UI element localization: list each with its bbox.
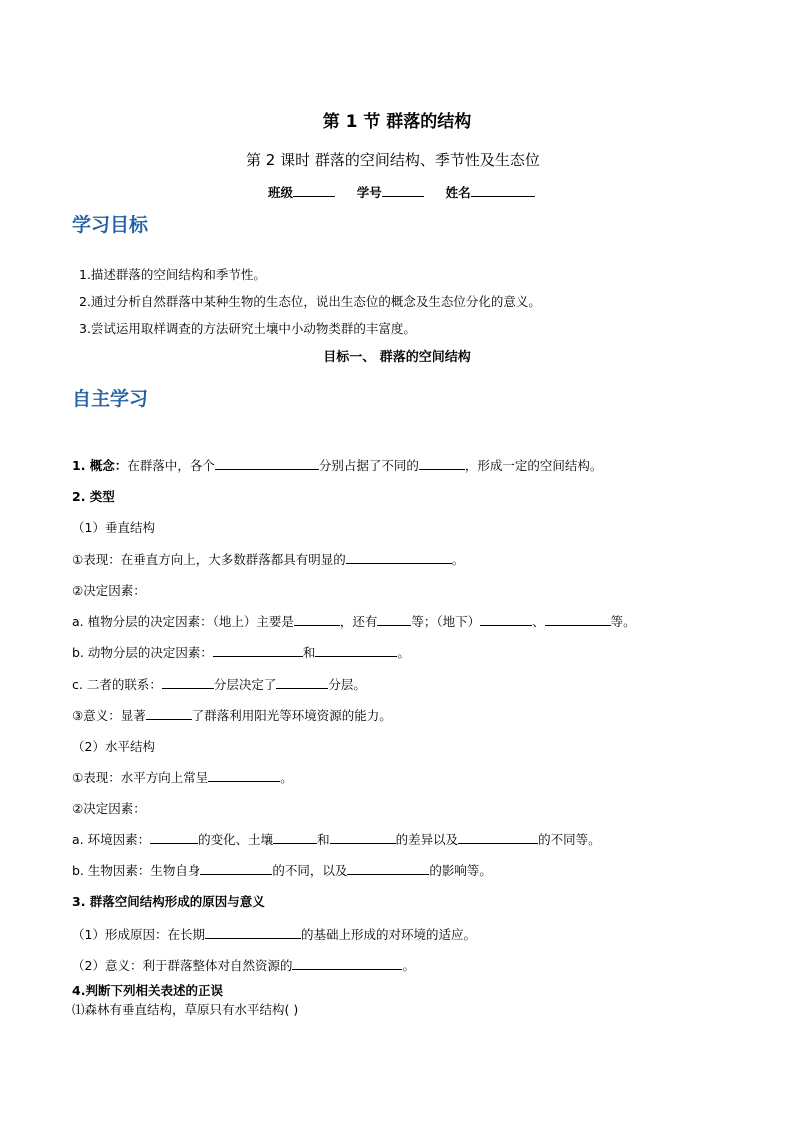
horizontal-expression-line bbox=[72, 768, 293, 786]
objective-item: 2.通过分析自然群落中某种生物的生态位，说出生态位的概念及生态位分化的意义。 bbox=[79, 294, 541, 309]
layer-relation-line bbox=[72, 675, 366, 693]
fill-blank[interactable] bbox=[200, 862, 272, 875]
text: （1）形成原因：在长期 bbox=[72, 927, 205, 942]
text: ，形成一定的空间结构。 bbox=[464, 458, 603, 473]
lesson-subtitle: 第 2 课时 群落的空间结构、季节性及生态位 bbox=[246, 151, 540, 169]
animal-layer-line bbox=[72, 643, 410, 661]
text: 了群落利用阳光等环境资源的能力。 bbox=[191, 708, 392, 723]
text: 的基础上形成的对环境的适应。 bbox=[300, 927, 476, 942]
objective-item: 1.描述群落的空间结构和季节性。 bbox=[79, 267, 266, 282]
plant-layer-line bbox=[72, 612, 636, 630]
fill-blank[interactable] bbox=[162, 676, 214, 689]
text: b. 动物分层的决定因素： bbox=[72, 645, 213, 660]
fill-blank[interactable] bbox=[346, 551, 452, 564]
judge-heading: 4.判断下列相关表述的正误 bbox=[72, 983, 223, 998]
text: 等；（地下） bbox=[411, 614, 481, 629]
text: ，还有 bbox=[339, 614, 378, 629]
text: 的变化、土壤 bbox=[198, 832, 274, 847]
text: ①表现：水平方向上常呈 bbox=[72, 770, 209, 785]
name-blank[interactable] bbox=[471, 184, 535, 197]
fill-blank[interactable] bbox=[480, 613, 532, 626]
fill-blank[interactable] bbox=[347, 862, 429, 875]
text: ①表现：在垂直方向上，大多数群落都具有明显的 bbox=[72, 552, 346, 567]
fill-blank[interactable] bbox=[213, 644, 303, 657]
fill-blank[interactable] bbox=[292, 957, 402, 970]
self-study-heading: 自主学习 bbox=[72, 388, 149, 410]
fill-blank[interactable] bbox=[294, 613, 340, 626]
text: 分别占据了不同的 bbox=[318, 458, 419, 473]
text: 的不同等。 bbox=[538, 832, 601, 847]
judge-item: ⑴森林有垂直结构，草原只有水平结构( ) bbox=[72, 1002, 299, 1017]
text: ③意义：显著 bbox=[72, 708, 146, 723]
text: 的不同，以及 bbox=[272, 863, 348, 878]
fill-blank[interactable] bbox=[419, 457, 465, 470]
text: 分层决定了 bbox=[213, 677, 277, 692]
vertical-structure-title: （1）垂直结构 bbox=[72, 520, 155, 535]
text: 在群落中，各个 bbox=[127, 458, 215, 473]
fill-blank[interactable] bbox=[150, 831, 198, 844]
text: 分层。 bbox=[328, 677, 366, 692]
fill-blank[interactable] bbox=[146, 707, 192, 720]
text: 的影响等。 bbox=[429, 863, 492, 878]
text: （2）意义：利于群落整体对自然资源的 bbox=[72, 958, 293, 973]
text: 。 bbox=[280, 770, 293, 785]
text: b. 生物因素：生物自身 bbox=[72, 863, 201, 878]
objective-item: 3.尝试运用取样调查的方法研究土壤中小动物类群的丰富度。 bbox=[79, 321, 416, 336]
text: 和 bbox=[317, 832, 330, 847]
biological-factors-line bbox=[72, 861, 492, 879]
number-blank[interactable] bbox=[382, 184, 424, 197]
vertical-meaning-line bbox=[72, 706, 392, 724]
goal-one-title: 目标一、 群落的空间结构 bbox=[323, 350, 471, 365]
text: 。 bbox=[451, 552, 465, 567]
student-info-line bbox=[268, 183, 535, 201]
text: 。 bbox=[397, 645, 410, 660]
concept-label: 1. 概念： bbox=[72, 458, 128, 473]
name-label: 姓名 bbox=[445, 185, 471, 200]
meaning-line bbox=[72, 956, 415, 974]
environment-factors-line bbox=[72, 830, 601, 848]
vertical-factors-label: ②决定因素： bbox=[72, 583, 146, 598]
horizontal-factors-label: ②决定因素： bbox=[72, 801, 146, 816]
text: 的差异以及 bbox=[395, 832, 459, 847]
fill-blank[interactable] bbox=[276, 676, 328, 689]
types-heading: 2. 类型 bbox=[72, 489, 115, 504]
text: a. 环境因素： bbox=[72, 832, 151, 847]
class-blank[interactable] bbox=[293, 184, 335, 197]
fill-blank[interactable] bbox=[215, 457, 319, 470]
fill-blank[interactable] bbox=[330, 831, 396, 844]
formation-reason-line bbox=[72, 925, 476, 943]
vertical-expression-line bbox=[72, 550, 464, 568]
objectives-heading: 学习目标 bbox=[72, 214, 149, 236]
concept-line bbox=[72, 456, 602, 474]
text: 。 bbox=[402, 958, 415, 973]
horizontal-structure-title: （2）水平结构 bbox=[72, 739, 155, 754]
text: c. 二者的联系： bbox=[72, 677, 162, 692]
text: 和 bbox=[302, 645, 316, 660]
fill-blank[interactable] bbox=[205, 926, 301, 939]
fill-blank[interactable] bbox=[273, 831, 317, 844]
fill-blank[interactable] bbox=[208, 769, 280, 782]
text: 等。 bbox=[610, 614, 636, 629]
fill-blank[interactable] bbox=[377, 613, 411, 626]
fill-blank[interactable] bbox=[315, 644, 397, 657]
text: a. 植物分层的决定因素：（地上）主要是 bbox=[72, 614, 294, 629]
fill-blank[interactable] bbox=[545, 613, 611, 626]
page-title: 第 1 节 群落的结构 bbox=[322, 112, 472, 132]
number-label: 学号 bbox=[356, 185, 382, 200]
reason-heading: 3. 群落空间结构形成的原因与意义 bbox=[72, 894, 265, 909]
text: 、 bbox=[532, 614, 545, 629]
fill-blank[interactable] bbox=[458, 831, 538, 844]
class-label: 班级 bbox=[268, 185, 294, 200]
